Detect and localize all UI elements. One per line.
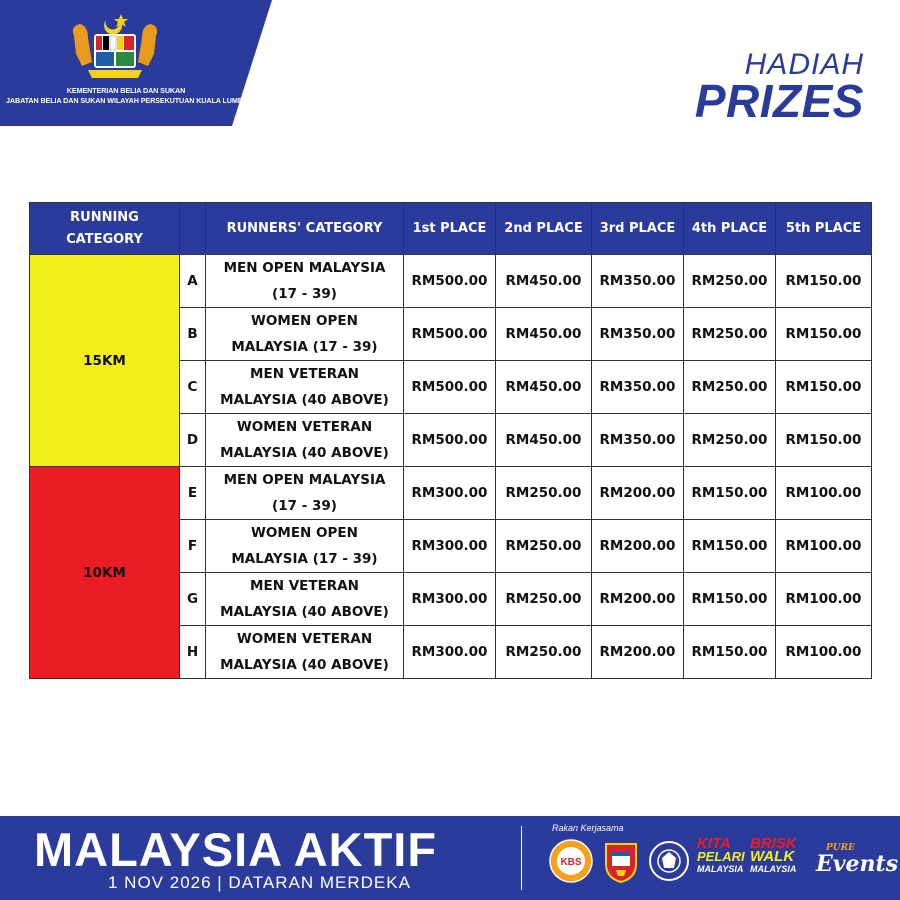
- prize-3rd: RM350.00: [592, 308, 684, 361]
- runners-category: [206, 361, 404, 414]
- brisk-logo-line-2: WALK: [750, 848, 795, 865]
- prize-3rd: RM350.00: [592, 255, 684, 308]
- runners-category-line-1: MEN VETERAN: [250, 366, 359, 382]
- kita-logo-line-2: PELARI: [697, 849, 745, 864]
- runners-category-line-1: MEN OPEN MALAYSIA: [223, 260, 386, 276]
- prize-3rd: RM200.00: [592, 520, 684, 573]
- runners-category-line-1: WOMEN OPEN: [251, 313, 358, 329]
- prize-5th: RM100.00: [776, 520, 872, 573]
- runners-category-line-1: MEN VETERAN: [250, 578, 359, 594]
- prize-2nd: RM450.00: [496, 414, 592, 467]
- prize-2nd: RM250.00: [496, 626, 592, 679]
- runners-category-line-1: WOMEN VETERAN: [236, 419, 373, 435]
- row-letter: B: [180, 308, 206, 361]
- prize-4th: RM250.00: [684, 361, 776, 414]
- header-3rd-place: 3rd PLACE: [592, 203, 684, 255]
- prize-1st: RM500.00: [404, 308, 496, 361]
- table-header-row: [30, 203, 872, 255]
- prize-4th: RM150.00: [684, 520, 776, 573]
- prize-4th: RM250.00: [684, 255, 776, 308]
- prize-2nd: RM450.00: [496, 255, 592, 308]
- kbs-logo: [548, 838, 594, 884]
- prize-3rd: RM200.00: [592, 626, 684, 679]
- header-letter-spacer: [180, 203, 206, 255]
- prize-4th: RM150.00: [684, 626, 776, 679]
- runners-category-line-2: MALAYSIA (17 - 39): [231, 551, 378, 567]
- prize-4th: RM250.00: [684, 414, 776, 467]
- prize-2nd: RM250.00: [496, 573, 592, 626]
- prize-1st: RM500.00: [404, 414, 496, 467]
- ministry-line-1: KEMENTERIAN BELIA DAN SUKAN: [66, 86, 186, 95]
- runners-category: [206, 467, 404, 520]
- table-row: [30, 255, 872, 308]
- prize-1st: RM500.00: [404, 361, 496, 414]
- row-letter: G: [180, 573, 206, 626]
- prize-3rd: RM200.00: [592, 573, 684, 626]
- prize-1st: RM500.00: [404, 255, 496, 308]
- prize-3rd: RM350.00: [592, 414, 684, 467]
- pure-logo-large: Events: [816, 851, 899, 877]
- header-5th-place: 5th PLACE: [776, 203, 872, 255]
- header-running-category: RUNNING CATEGORY: [30, 203, 180, 255]
- ministry-line-2: JABATAN BELIA DAN SUKAN WILAYAH PERSEKUTUAN KUALA LUMPUR: [6, 96, 253, 105]
- prize-5th: RM150.00: [776, 414, 872, 467]
- header-4th-place: 4th PLACE: [684, 203, 776, 255]
- prize-5th: RM150.00: [776, 255, 872, 308]
- brisk-logo-line-1: BRISK: [750, 835, 797, 852]
- pure-events-logo: [816, 843, 899, 877]
- ministry-name: [6, 86, 253, 106]
- event-name: MALAYSIA AKTIF: [34, 823, 438, 876]
- prize-1st: RM300.00: [404, 573, 496, 626]
- prize-5th: RM100.00: [776, 467, 872, 520]
- runners-category-line-1: WOMEN OPEN: [251, 525, 358, 541]
- prize-1st: RM300.00: [404, 467, 496, 520]
- kbs-logo-text: KBS: [560, 857, 582, 868]
- prize-4th: RM150.00: [684, 467, 776, 520]
- police-crest-logo: [646, 838, 692, 884]
- header-1st-place: 1st PLACE: [404, 203, 496, 255]
- runners-category-line-2: MALAYSIA (40 ABOVE): [220, 604, 389, 620]
- title-prizes: PRIZES: [694, 75, 864, 127]
- prize-2nd: RM250.00: [496, 520, 592, 573]
- runners-category: [206, 520, 404, 573]
- prize-5th: RM150.00: [776, 361, 872, 414]
- prize-2nd: RM450.00: [496, 361, 592, 414]
- prize-3rd: RM350.00: [592, 361, 684, 414]
- header-runners-category: RUNNERS' CATEGORY: [206, 203, 404, 255]
- prize-2nd: RM250.00: [496, 467, 592, 520]
- brisk-logo-line-3: MALAYSIA: [750, 864, 797, 874]
- runners-category-line-2: MALAYSIA (40 ABOVE): [220, 445, 389, 461]
- brisk-walk-logo: [750, 837, 810, 876]
- runners-category-line-2: MALAYSIA (40 ABOVE): [220, 392, 389, 408]
- event-date-venue: 1 NOV 2026 | DATARAN MERDEKA: [108, 873, 411, 892]
- header-2nd-place: 2nd PLACE: [496, 203, 592, 255]
- row-letter: A: [180, 255, 206, 308]
- city-crest-logo: [598, 838, 644, 884]
- footer-divider: [521, 826, 522, 890]
- table-row: [30, 467, 872, 520]
- row-letter: F: [180, 520, 206, 573]
- partners-label: Rakan Kerjasama: [552, 823, 624, 833]
- runners-category: [206, 414, 404, 467]
- runners-category-line-2: (17 - 39): [272, 286, 337, 302]
- row-letter: H: [180, 626, 206, 679]
- title-hadiah: HADIAH: [744, 48, 864, 81]
- kita-pelari-logo: [697, 837, 749, 876]
- runners-category-line-1: WOMEN VETERAN: [236, 631, 373, 647]
- runners-category-line-2: MALAYSIA (17 - 39): [231, 339, 378, 355]
- prize-4th: RM250.00: [684, 308, 776, 361]
- runners-category: [206, 255, 404, 308]
- prize-5th: RM150.00: [776, 308, 872, 361]
- runners-category-line-1: MEN OPEN MALAYSIA: [223, 472, 386, 488]
- category-15km: 15KM: [30, 255, 180, 467]
- prize-5th: RM100.00: [776, 573, 872, 626]
- row-letter: C: [180, 361, 206, 414]
- prize-1st: RM300.00: [404, 520, 496, 573]
- prize-4th: RM150.00: [684, 573, 776, 626]
- row-letter: D: [180, 414, 206, 467]
- prize-5th: RM100.00: [776, 626, 872, 679]
- prize-3rd: RM200.00: [592, 467, 684, 520]
- runners-category: [206, 573, 404, 626]
- runners-category: [206, 308, 404, 361]
- coat-of-arms-logo: [66, 10, 164, 84]
- runners-category: [206, 626, 404, 679]
- runners-category-line-2: MALAYSIA (40 ABOVE): [220, 657, 389, 673]
- pure-logo-small: PURE: [826, 843, 855, 853]
- runners-category-line-2: (17 - 39): [272, 498, 337, 514]
- prize-table: [29, 202, 872, 679]
- kita-logo-line-1: KITA: [697, 835, 731, 852]
- prize-2nd: RM450.00: [496, 308, 592, 361]
- row-letter: E: [180, 467, 206, 520]
- category-10km: 10KM: [30, 467, 180, 679]
- kita-logo-line-3: MALAYSIA: [697, 864, 744, 874]
- prize-1st: RM300.00: [404, 626, 496, 679]
